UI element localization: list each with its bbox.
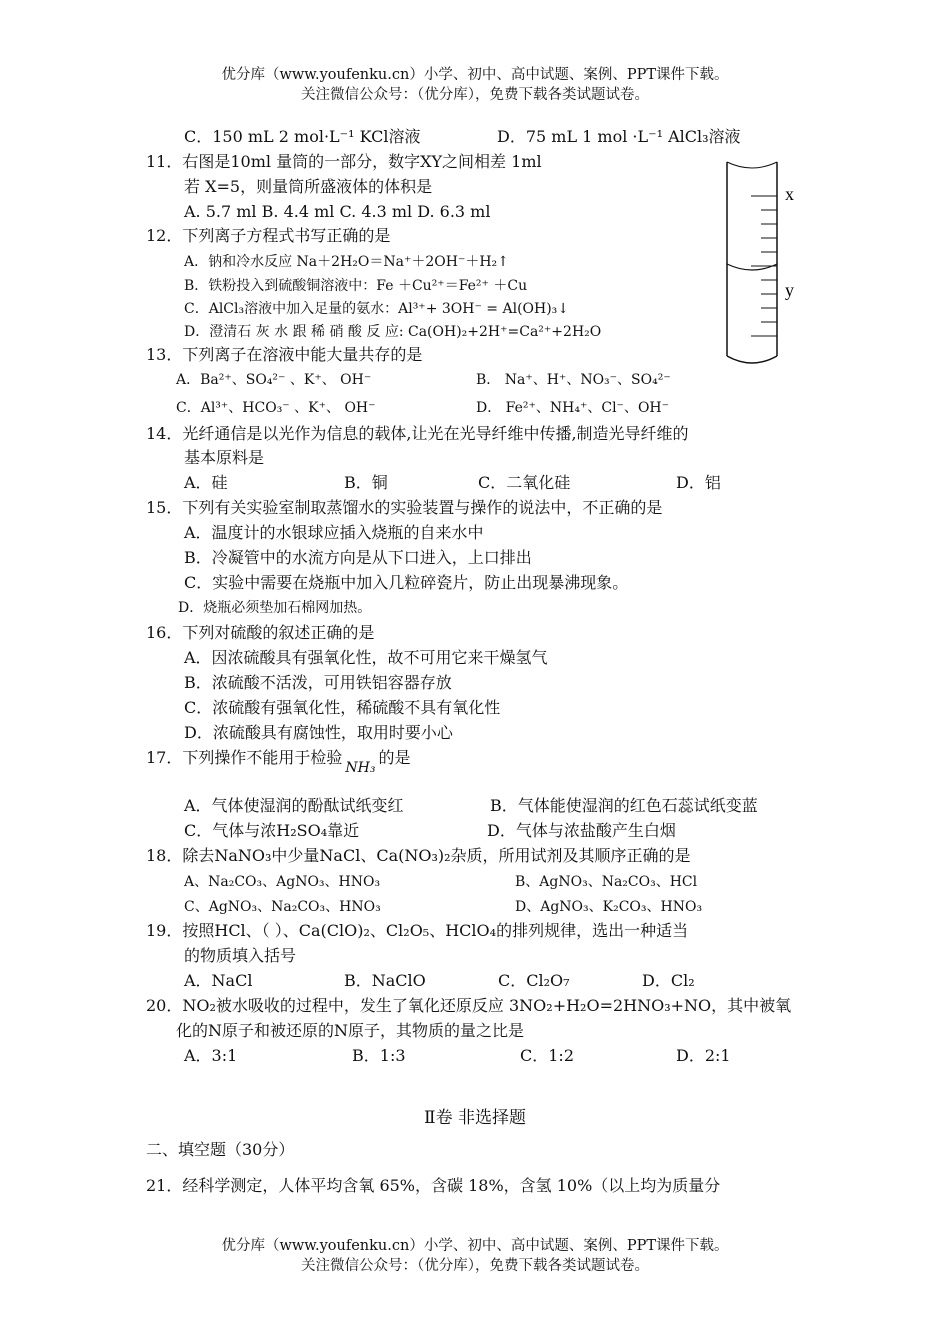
q11-stem-1: 11．右图是10ml 量筒的一部分，数字XY之间相差 1ml [146,152,542,171]
q17-stem-pre: 17．下列操作不能用于检验 [146,748,343,767]
q11-stem-2: 若 X=5，则量筒所盛液体的体积是 [184,177,433,196]
graduated-cylinder-figure [715,160,810,370]
q17-option-c: C．气体与浓H₂SO₄靠近 [184,821,360,840]
q12-option-d: D．澄清石 灰 水 跟 稀 硝 酸 反 应: Ca(OH)₂+2H⁺=Ca²⁺+2H₂O [184,324,602,340]
q20-option-d: D．2:1 [676,1046,731,1065]
q16-option-d: D．浓硫酸具有腐蚀性，取用时要小心 [184,723,453,742]
q18-option-c: C、AgNO₃、Na₂CO₃、HNO₃ [184,899,381,915]
q15-option-a: A．温度计的水银球应插入烧瓶的自来水中 [184,523,484,542]
q17-option-a: A．气体使湿润的酚酞试纸变红 [184,796,404,815]
footer-line-2: 关注微信公众号：（优分库），免费下载各类试题试卷。 [301,1258,649,1274]
q11-options: A. 5.7 ml B. 4.4 ml C. 4.3 ml D. 6.3 ml [184,202,491,221]
q16-stem: 16．下列对硫酸的叙述正确的是 [146,623,375,642]
q13-option-b: B． Na⁺、H⁺、NO₃⁻、SO₄²⁻ [476,372,671,388]
footer-line-1: 优分库（www.youfenku.cn）小学、初中、高中试题、案例、PPT课件下载。 [221,1238,729,1254]
q13-stem: 13．下列离子在溶液中能大量共存的是 [146,345,423,364]
q14-option-d: D．铝 [676,473,721,492]
q16-option-a: A．因浓硫酸具有强氧化性，故不可用它来干燥氢气 [184,648,548,667]
header-line-2: 关注微信公众号：（优分库），免费下载各类试题试卷。 [301,87,649,103]
q10-option-d: D．75 mL 1 mol ·L⁻¹ AlCl₃溶液 [497,127,741,146]
q19-option-a: A．NaCl [184,971,253,990]
q20-stem-2: 化的N原子和被还原的N原子，其物质的量之比是 [176,1021,525,1040]
q17-stem [146,747,411,776]
q19-option-d: D．Cl₂ [642,971,695,990]
part-two-title: Ⅱ卷 非选择题 [424,1108,526,1128]
q15-option-c: C．实验中需要在烧瓶中加入几粒碎瓷片，防止出现暴沸现象。 [184,573,629,592]
q18-stem: 18．除去NaNO₃中少量NaCl、Ca(NO₃)₂杂质，所用试剂及其顺序正确的是 [146,846,691,865]
q20-option-b: B．1:3 [352,1046,406,1065]
q19-option-c: C．Cl₂O₇ [498,971,570,990]
section-title: 二、填空题（30分） [146,1140,295,1159]
q14-option-a: A．硅 [184,473,228,492]
q18-option-b: B、AgNO₃、Na₂CO₃、HCl [515,874,698,890]
q16-option-b: B．浓硫酸不活泼，可用铁铝容器存放 [184,673,452,692]
q17-stem-post: 的是 [378,748,411,767]
q19-stem-1: 19．按照HCl、（ ）、Ca(ClO)₂、Cl₂O₅、HClO₄的排列规律，选出一种适当 [146,921,689,940]
q17-option-b: B．气体能使湿润的红色石蕊试纸变蓝 [490,796,758,815]
q20-option-c: C．1:2 [520,1046,574,1065]
q20-stem-1: 20．NO₂被水吸收的过程中，发生了氧化还原反应 3NO₂+H₂O=2HNO₃+NO，其中被氧 [146,996,792,1015]
q13-option-c: C．Al³⁺、HCO₃⁻ 、K⁺、 OH⁻ [176,400,376,416]
q18-option-a: A、Na₂CO₃、AgNO₃、HNO₃ [184,874,381,890]
q14-option-b: B．铜 [344,473,388,492]
header-line-1: 优分库（www.youfenku.cn）小学、初中、高中试题、案例、PPT课件下载。 [221,67,729,83]
q12-option-b: B．铁粉投入到硫酸铜溶液中：Fe ＋Cu²⁺＝Fe²⁺ ＋Cu [184,278,528,294]
figure-label-y: y [785,280,794,300]
q16-option-c: C．浓硫酸有强氧化性，稀硫酸不具有氧化性 [184,698,501,717]
q17-formula: NH₃ [345,760,376,776]
q12-option-c: C．AlCl₃溶液中加入足量的氨水：Al³⁺+ 3OH⁻ = Al(OH)₃↓ [184,301,570,317]
q15-option-b: B．冷凝管中的水流方向是从下口进入，上口排出 [184,548,532,567]
q12-option-a: A．钠和冷水反应 Na＋2H₂O＝Na⁺＋2OH⁻＋H₂↑ [184,254,509,270]
q17-option-d: D．气体与浓盐酸产生白烟 [487,821,676,840]
q15-option-d: D．烧瓶必须垫加石棉网加热。 [178,600,372,616]
q12-stem: 12．下列离子方程式书写正确的是 [146,226,391,245]
figure-label-x: x [785,184,794,204]
q14-stem-2: 基本原料是 [184,448,265,467]
q21-stem: 21．经科学测定，人体平均含氧 65%，含碳 18%，含氢 10%（以上均为质量分 [146,1176,721,1195]
q14-stem-1: 14．光纤通信是以光作为信息的载体,让光在光导纤维中传播,制造光导纤维的 [146,424,689,443]
q10-option-c: C．150 mL 2 mol·L⁻¹ KCl溶液 [184,127,421,146]
q18-option-d: D、AgNO₃、K₂CO₃、HNO₃ [515,899,703,915]
q14-option-c: C．二氧化硅 [478,473,571,492]
q19-option-b: B．NaClO [344,971,426,990]
q19-stem-2: 的物质填入括号 [184,946,297,965]
q13-option-a: A．Ba²⁺、SO₄²⁻ 、K⁺、 OH⁻ [176,372,372,388]
q15-stem: 15．下列有关实验室制取蒸馏水的实验装置与操作的说法中，不正确的是 [146,498,663,517]
q13-option-d: D． Fe²⁺、NH₄⁺、Cl⁻、OH⁻ [476,400,670,416]
q20-option-a: A．3:1 [184,1046,238,1065]
